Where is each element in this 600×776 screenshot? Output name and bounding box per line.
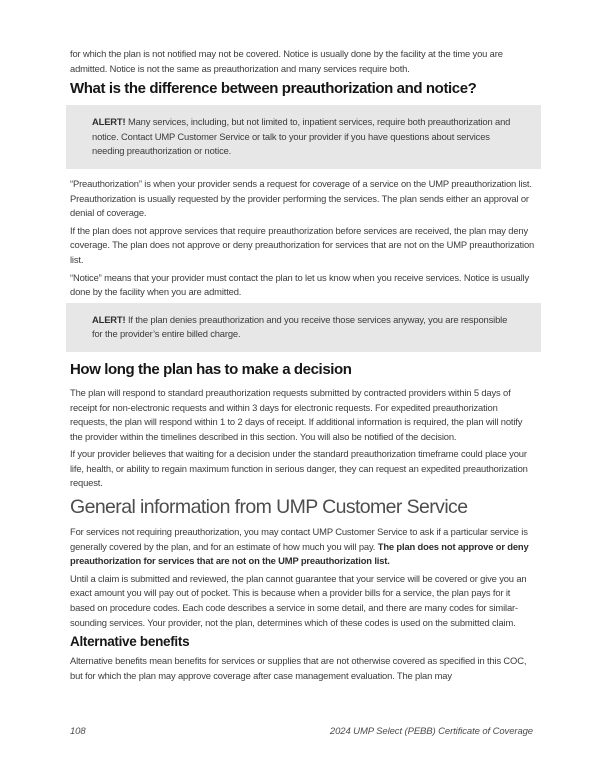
- paragraph-customer-service-bold: The plan does not approve or deny preauthorization for services that are not on the UMP preauthorization list.: [70, 540, 529, 567]
- section-heading-decision-time: How long the plan has to make a decision: [70, 360, 352, 378]
- paragraph-alternative-benefits: Alternative benefits mean benefits for services or supplies that are not otherwise covered as specified in this COC, but for which the plan may approve coverage after case management evaluation. The plan may: [70, 655, 527, 681]
- alert-body-text: Many services, including, but not limited to, inpatient services, require both preauthorization and notice. Contact UMP Customer Service or talk to your provider if you have questions about services needing preauthorization or notice.: [92, 116, 511, 157]
- paragraph-notice-definition: “Notice” means that your provider must contact the plan to let us know when you receive services. Notice is usually done by the facility when you are admitted.: [70, 271, 530, 298]
- alert-label: ALERT!: [92, 116, 126, 128]
- intro-paragraph: for which the plan is not notified may not be covered. Notice is usually done by the facility at the time you are admitted. Notice is not the same as preauthorization and many services require both.: [70, 48, 503, 74]
- alert-text: [92, 115, 511, 159]
- paragraph-expedited-request: If your provider believes that waiting for a decision under the standard preauthorization timeframe could place your life, health, or ability to regain maximum function in serious danger, they can request an expedited preauthorization request.: [70, 448, 528, 489]
- paragraph-preauthorization-definition: “Preauthorization” is when your provider sends a request for coverage of a service on the UMP preauthorization list. Preauthorization is usually requested by the provider performing the services. The plan sends either an approval or denial of coverage.: [70, 177, 532, 219]
- alert-box-denied-preauth: [66, 303, 541, 352]
- alert-text: [92, 313, 511, 342]
- paragraph-customer-service: [70, 525, 537, 569]
- footer-document-title: 2024 UMP Select (PEBB) Certificate of Coverage: [329, 726, 533, 737]
- paragraph-claim-review: Until a claim is submitted and reviewed, the plan cannot guarantee that your service will be covered or give you an exact amount you will pay out of pocket. This is because when a provider bills for a service, the plan pays for it based on procedure codes. Each code describes a service in some detail, and there are many codes for similar-sounding services. Your provider, not the plan, determines which of these codes is used on the submitted claim.: [70, 572, 527, 628]
- footer-page-number: 108: [70, 726, 86, 737]
- chapter-heading-general-information: General information from UMP Customer Service: [70, 496, 468, 519]
- alert-label: ALERT!: [92, 313, 126, 325]
- section-heading-alternative-benefits: Alternative benefits: [70, 634, 190, 650]
- alert-body-text: If the plan denies preauthorization and you receive those services anyway, you are responsible for the provider’s entire billed charge.: [92, 313, 508, 340]
- paragraph-response-timelines: The plan will respond to standard preauthorization requests submitted by contracted providers within 5 days of receipt for non-electronic requests and within 3 days for electronic requests. For expedited preauthorization requests, the plan will respond within 1 to 2 days of receipt. If additional information is required, the plan will notify the provider within the timelines described in this section. You will also be notified of the decision.: [70, 386, 523, 442]
- page-footer: [70, 726, 533, 737]
- paragraph-plan-approval: If the plan does not approve services that require preauthorization before services are received, the plan may deny coverage. The plan does not approve or deny preauthorization for services that are not on the UMP preauthorization list.: [70, 224, 535, 265]
- paragraph-customer-service-normal: For services not requiring preauthorization, you may contact UMP Customer Service to ask if a particular service is generally covered by the plan, and for an estimate of how much you will pay.: [70, 526, 528, 552]
- section-heading-difference: What is the difference between preauthorization and notice?: [70, 80, 477, 98]
- alert-box-preauth-notice: [66, 105, 541, 169]
